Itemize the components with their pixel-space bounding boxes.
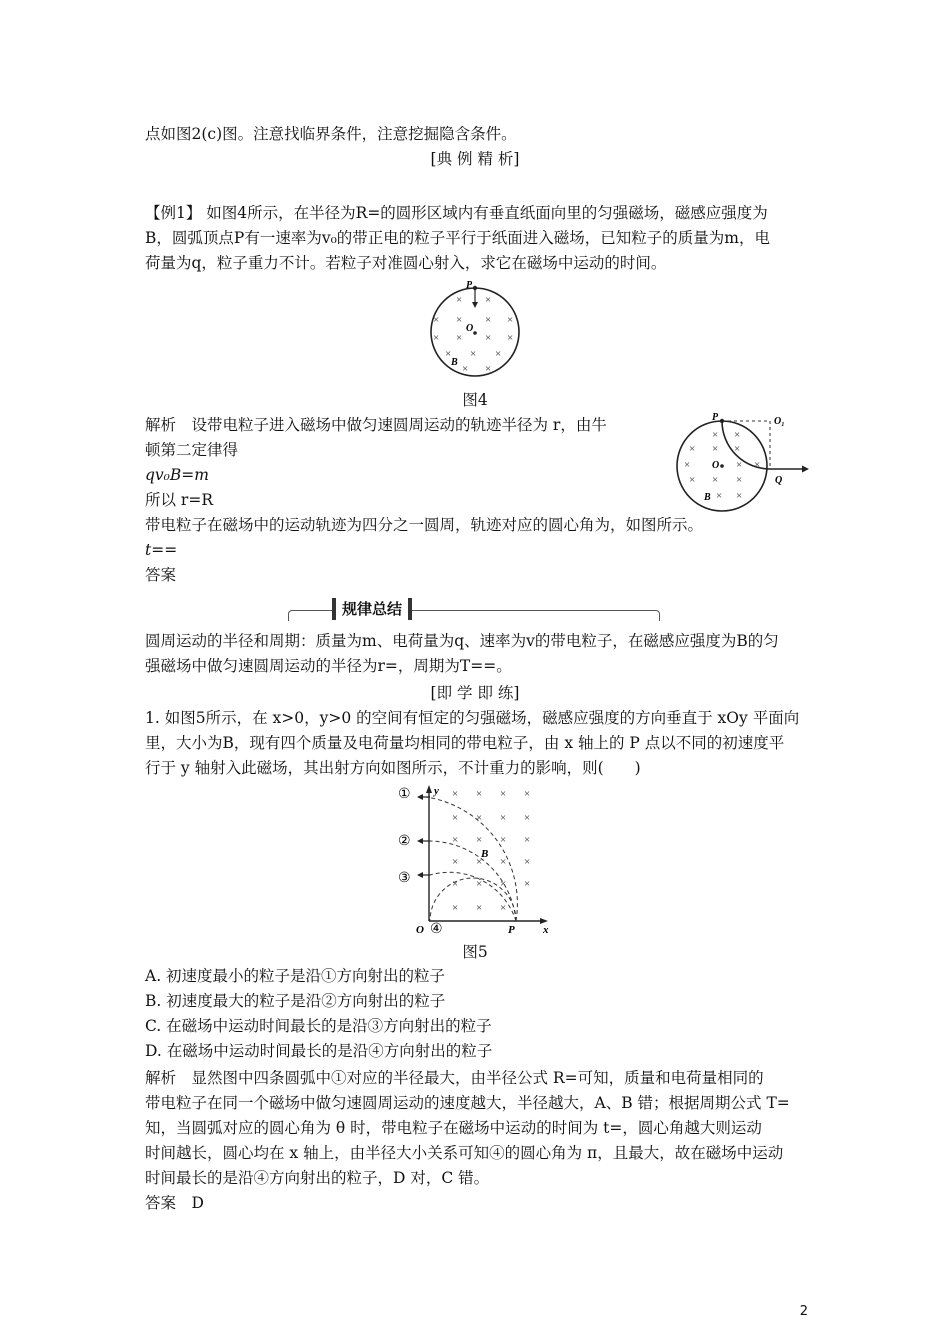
solution1-line6: t== — [145, 541, 178, 559]
fig4-label-b: B — [451, 357, 458, 368]
sol-label-o1: O₁ — [774, 416, 785, 427]
option-c: C. 在磁场中运动时间最长的是沿③方向射出的粒子 — [145, 1017, 492, 1035]
rule-summary-line1: 圆周运动的半径和周期：质量为m、电荷量为q、速率为v的带电粒子，在磁感应强度为B的匀 — [145, 632, 779, 650]
solution1-line3: qv₀B=m — [145, 466, 209, 484]
svg-text:×: × — [524, 856, 531, 868]
sol-label-p: P — [712, 412, 719, 423]
svg-text:×: × — [476, 878, 483, 890]
marker-1: ① — [398, 787, 411, 802]
svg-text:×: × — [476, 812, 483, 824]
svg-text:×: × — [452, 812, 459, 824]
svg-text:×: × — [712, 443, 719, 455]
svg-text:×: × — [495, 348, 502, 360]
question1-line2: 里，大小为B，现有四个质量及电荷量均相同的带电粒子，由 x 轴上的 P 点以不同的初速度平 — [145, 734, 785, 752]
solution2-line1: 解析 显然图中四条圆弧中①对应的半径最大，由半径公式 R=可知，质量和电荷量相同的 — [145, 1069, 764, 1087]
sol-label-b: B — [704, 492, 711, 503]
svg-text:×: × — [684, 459, 691, 471]
marker-4: ④ — [430, 922, 443, 935]
svg-text:×: × — [452, 788, 459, 800]
svg-text:×: × — [485, 363, 492, 375]
rule-summary-line2: 强磁场中做匀速圆周运动的半径为r=，周期为T==。 — [145, 657, 512, 675]
example1-line3: 荷量为q，粒子重力不计。若粒子对准圆心射入，求它在磁场中运动的时间。 — [145, 254, 667, 272]
fig5-label-p: P — [508, 924, 515, 935]
svg-text:×: × — [452, 856, 459, 868]
solution1-line2: 顿第二定律得 — [145, 441, 239, 459]
svg-text:×: × — [485, 332, 492, 344]
page-number: 2 — [799, 1304, 808, 1319]
solution-figure-diagram — [676, 406, 816, 518]
svg-text:×: × — [445, 348, 452, 360]
sol-label-o: O — [712, 460, 720, 471]
figure-4-caption: 图4 — [462, 391, 488, 409]
svg-text:×: × — [456, 314, 463, 326]
solution1-line5: 带电粒子在磁场中的运动轨迹为四分之一圆周，轨迹对应的圆心角为，如图所示。 — [145, 516, 704, 534]
svg-text:×: × — [689, 443, 696, 455]
example1-line1: 【例1】 如图4所示，在半径为R=的圆形区域内有垂直纸面向里的匀强磁场，磁感应强度为 — [145, 204, 768, 222]
svg-text:×: × — [507, 314, 514, 326]
example1-line2: B，圆弧顶点P有一速率为v₀的带正电的粒子平行于纸面进入磁场，已知粒子的质量为m，电 — [145, 229, 770, 247]
svg-text:×: × — [485, 314, 492, 326]
svg-text:×: × — [736, 490, 743, 502]
svg-text:×: × — [500, 812, 507, 824]
marker-3: ③ — [398, 871, 411, 886]
fig5-label-b: B — [481, 848, 489, 860]
section-heading-examples: [典 例 精 析] — [430, 150, 520, 168]
field-crosses — [433, 294, 513, 375]
figure-4-diagram — [425, 278, 525, 384]
svg-text:×: × — [500, 788, 507, 800]
option-d: D. 在磁场中运动时间最长的是沿④方向射出的粒子 — [145, 1042, 493, 1060]
svg-text:×: × — [736, 459, 743, 471]
svg-text:×: × — [734, 429, 741, 441]
svg-text:×: × — [456, 332, 463, 344]
field-crosses — [452, 788, 530, 914]
svg-text:×: × — [485, 294, 492, 306]
svg-text:×: × — [500, 902, 507, 914]
marker-2: ② — [398, 834, 411, 849]
svg-text:×: × — [433, 314, 440, 326]
svg-text:×: × — [500, 878, 507, 890]
svg-text:×: × — [736, 474, 743, 486]
svg-text:×: × — [712, 429, 719, 441]
question1-line3: 行于 y 轴射入此磁场，其出射方向如图所示，不计重力的影响，则( ) — [145, 759, 641, 777]
solution2-line5: 时间最长的是沿④方向射出的粒子，D 对，C 错。 — [145, 1169, 490, 1187]
solution2-answer: 答案 D — [145, 1194, 204, 1212]
fig4-label-o: O — [466, 323, 474, 334]
question1-line1: 1. 如图5所示，在 x>0，y>0 的空间有恒定的匀强磁场，磁感应强度的方向垂直于 xOy 平面向 — [145, 709, 800, 727]
svg-text:×: × — [452, 902, 459, 914]
svg-text:×: × — [456, 294, 463, 306]
svg-text:×: × — [500, 856, 507, 868]
svg-text:×: × — [500, 834, 507, 846]
svg-text:×: × — [754, 459, 761, 471]
intro-line: 点如图2(c)图。注意找临界条件，注意挖掘隐含条件。 — [145, 125, 517, 143]
fig5-label-o: O — [416, 924, 424, 935]
solution2-line3: 知，当圆弧对应的圆心角为 θ 时，带电粒子在磁场中运动的时间为 t=，圆心角越大则运动 — [145, 1119, 762, 1137]
svg-text:×: × — [476, 788, 483, 800]
svg-text:×: × — [476, 834, 483, 846]
option-a: A. 初速度最小的粒子是沿①方向射出的粒子 — [145, 967, 446, 985]
svg-text:×: × — [476, 856, 483, 868]
section-heading-practice: [即 学 即 练] — [430, 684, 520, 702]
solution1-answer: 答案 — [145, 566, 177, 584]
svg-text:×: × — [689, 474, 696, 486]
svg-text:×: × — [476, 902, 483, 914]
svg-text:×: × — [452, 834, 459, 846]
svg-text:×: × — [524, 788, 531, 800]
svg-text:×: × — [524, 878, 531, 890]
svg-text:×: × — [507, 332, 514, 344]
fig4-label-p: P — [466, 280, 473, 291]
fig5-label-y: y — [434, 785, 439, 797]
option-b: B. 初速度最大的粒子是沿②方向射出的粒子 — [145, 992, 446, 1010]
solution1-line1: 解析 设带电粒子进入磁场中做匀速圆周运动的轨迹半径为 r，由牛 — [145, 416, 607, 434]
solution2-line4: 时间越长，圆心均在 x 轴上，由半径大小关系可知④的圆心角为 π，且最大，故在磁场中运动 — [145, 1144, 784, 1162]
solution1-line4: 所以 r=R — [145, 491, 213, 509]
solution2-line2: 带电粒子在同一个磁场中做匀速圆周运动的速度越大，半径越大，A、B 错；根据周期公式 T= — [145, 1094, 790, 1112]
figure-5-diagram — [396, 781, 556, 935]
rule-summary-title: 规律总结 — [332, 598, 412, 620]
svg-text:×: × — [734, 443, 741, 455]
fig5-label-x: x — [543, 924, 549, 935]
rule-summary-header — [288, 598, 660, 622]
svg-text:×: × — [452, 878, 459, 890]
svg-text:×: × — [524, 834, 531, 846]
svg-text:×: × — [433, 332, 440, 344]
figure-5-caption: 图5 — [462, 943, 488, 961]
svg-text:×: × — [470, 348, 477, 360]
svg-text:×: × — [524, 812, 531, 824]
svg-text:×: × — [716, 490, 723, 502]
svg-text:×: × — [712, 474, 719, 486]
sol-label-q: Q — [775, 475, 783, 486]
svg-text:×: × — [462, 363, 469, 375]
